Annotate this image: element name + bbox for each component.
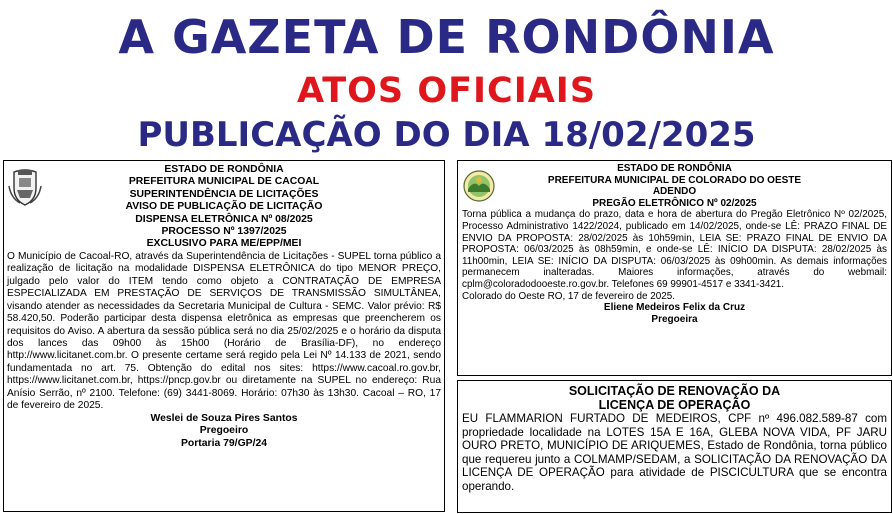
notice-heading-line: ESTADO DE RONDÔNIA [617, 163, 732, 174]
notice-license-renewal [457, 380, 892, 513]
notice-title: SOLICITAÇÃO DE RENOVAÇÃO DA [568, 384, 781, 398]
notice-heading-line: AVISO DE PUBLICAÇÃO DE LICITAÇÃO [125, 201, 323, 213]
ordinance: Portaria 79/GP/24 [180, 437, 268, 449]
notice-title: LICENÇA DE OPERAÇÃO [598, 398, 751, 412]
notice-heading-line: DISPENSA ELETRÔNICA Nº 08/2025 [135, 213, 313, 225]
notice-heading-line: PROCESSO Nº 1397/2025 [161, 226, 287, 238]
notice-heading-line: ESTADO DE RONDÔNIA [164, 164, 284, 175]
section-title: ATOS OFICIAIS [296, 71, 597, 111]
newspaper-title: A GAZETA DE RONDÔNIA [118, 10, 775, 64]
notice-body: EU FLAMMARION FURTADO DE MEDEIROS, CPF nº 496.082.589-87 com propriedade localidade na LOTES 15A E 16A, GLEBA NOVA VIDA, PF JARU OURO PRETO, MUNICÍPIO DE ARIQUEMES, Estado de Rondônia, torna público que requereu junto a COLMAMP/SEDAM, a SOLICITAÇÃO DA RENOVAÇÃO DA LICENÇA DE OPERAÇÃO para atividade de PISCICULTURA que se encontra operando. [462, 412, 887, 493]
notice-date: Colorado do Oeste RO, 17 de fevereiro de 2025. [462, 290, 675, 302]
signatory-name: Eliene Medeiros Felix da Cruz [603, 302, 746, 314]
notice-heading-line: EXCLUSIVO PARA ME/EPP/MEI [146, 238, 302, 250]
notice-heading-line: PREFEITURA MUNICIPAL DE CACOAL [128, 176, 320, 188]
notice-cacoal [3, 160, 445, 512]
notice-heading-line: ADENDO [652, 186, 697, 198]
notice-heading-line: PREGÃO ELETRÔNICO Nº 02/2025 [592, 197, 757, 209]
signatory-name: Weslei de Souza Pires Santos [150, 412, 298, 424]
notice-heading-line: PREFEITURA MUNICIPAL DE COLORADO DO OESTE [547, 174, 802, 186]
notice-colorado [457, 160, 892, 376]
signatory-role: Pregoeiro [199, 425, 249, 437]
publication-date: PUBLICAÇÃO DO DIA 18/02/2025 [137, 115, 756, 155]
colorado-seal-icon [463, 170, 495, 202]
notice-body: O Município de Cacoal-RO, através da Superintendência de Licitações - SUPEL torna público a realização de licitação na modalidade DISPENSA ELETRÔNICA do tipo MENOR PREÇO, julgado pelo valor do ITEM tendo como objeto a CONTRATAÇÃO DE EMPRESA ESPECIALIZADA EM PRESTAÇÃO DE SERVIÇOS DE TRANSMISSÃO SIMULTÂNEA, visando atender as necessidades da Secretaria Municipal de Cultura - SEMC. Valor prévio: R$ 58.420,50. Poderão participar desta dispensa eletrônica as empresas que preencherem os requisitos do Aviso. A abertura da sessão pública será no dia 25/02/2025 e o horário da disputa dos lances das 09h00 às 15h00 (Horário de Brasília-DF), no endereço http://www.licitanet.com.br. O presente certame será regido pela Lei Nº 14.133 de 2021, sendo fundamentada no art. 75. Obtenção do edital nos sites: https://www.cacoal.ro.gov.br, https://www.licitanet.com.br, https://pncp.gov.br ou diretamente na SUPEL no endereço: Rua Anísio Serrão, nº 2100. Telefone: (69) 3441-8069. Horário: 07h30 às 13h30. Cacoal – RO, 17 de fevereiro de 2025. [7, 250, 441, 412]
signatory-role: Pregoeira [651, 313, 698, 325]
cacoal-coat-of-arms-icon [8, 168, 42, 206]
notice-heading-line: SUPERINTENDÊNCIA DE LICITAÇÕES [129, 188, 319, 200]
notice-body: Torna pública a mudança do prazo, data e hora de abertura do Pregão Eletrônico Nº 02/2025, Processo Administrativo 1422/2024, publicado em 14/02/2025, onde-se LÊ: PRAZO FINAL DE ENVIO DA PROPOSTA: 28/02/2025 às 10h59min, LEIA SE: PRAZO FINAL DE ENVIO DA PROPOSTA: 06/03/2025 às 08h59min, e onde-se LÊ: INÍCIO DA DISPUTA: 28/02/2025 às 11h00min, LEIA SE: INÍCIO DA DISPUTA: 06/03/2025 às 09h00min. As demais informações permanecem inalteradas. Maiores informações, através do webmail: cplm@coloradodooeste.ro.gov.br. Telefones 69 99901-4517 e 3341-3421. [462, 209, 887, 290]
